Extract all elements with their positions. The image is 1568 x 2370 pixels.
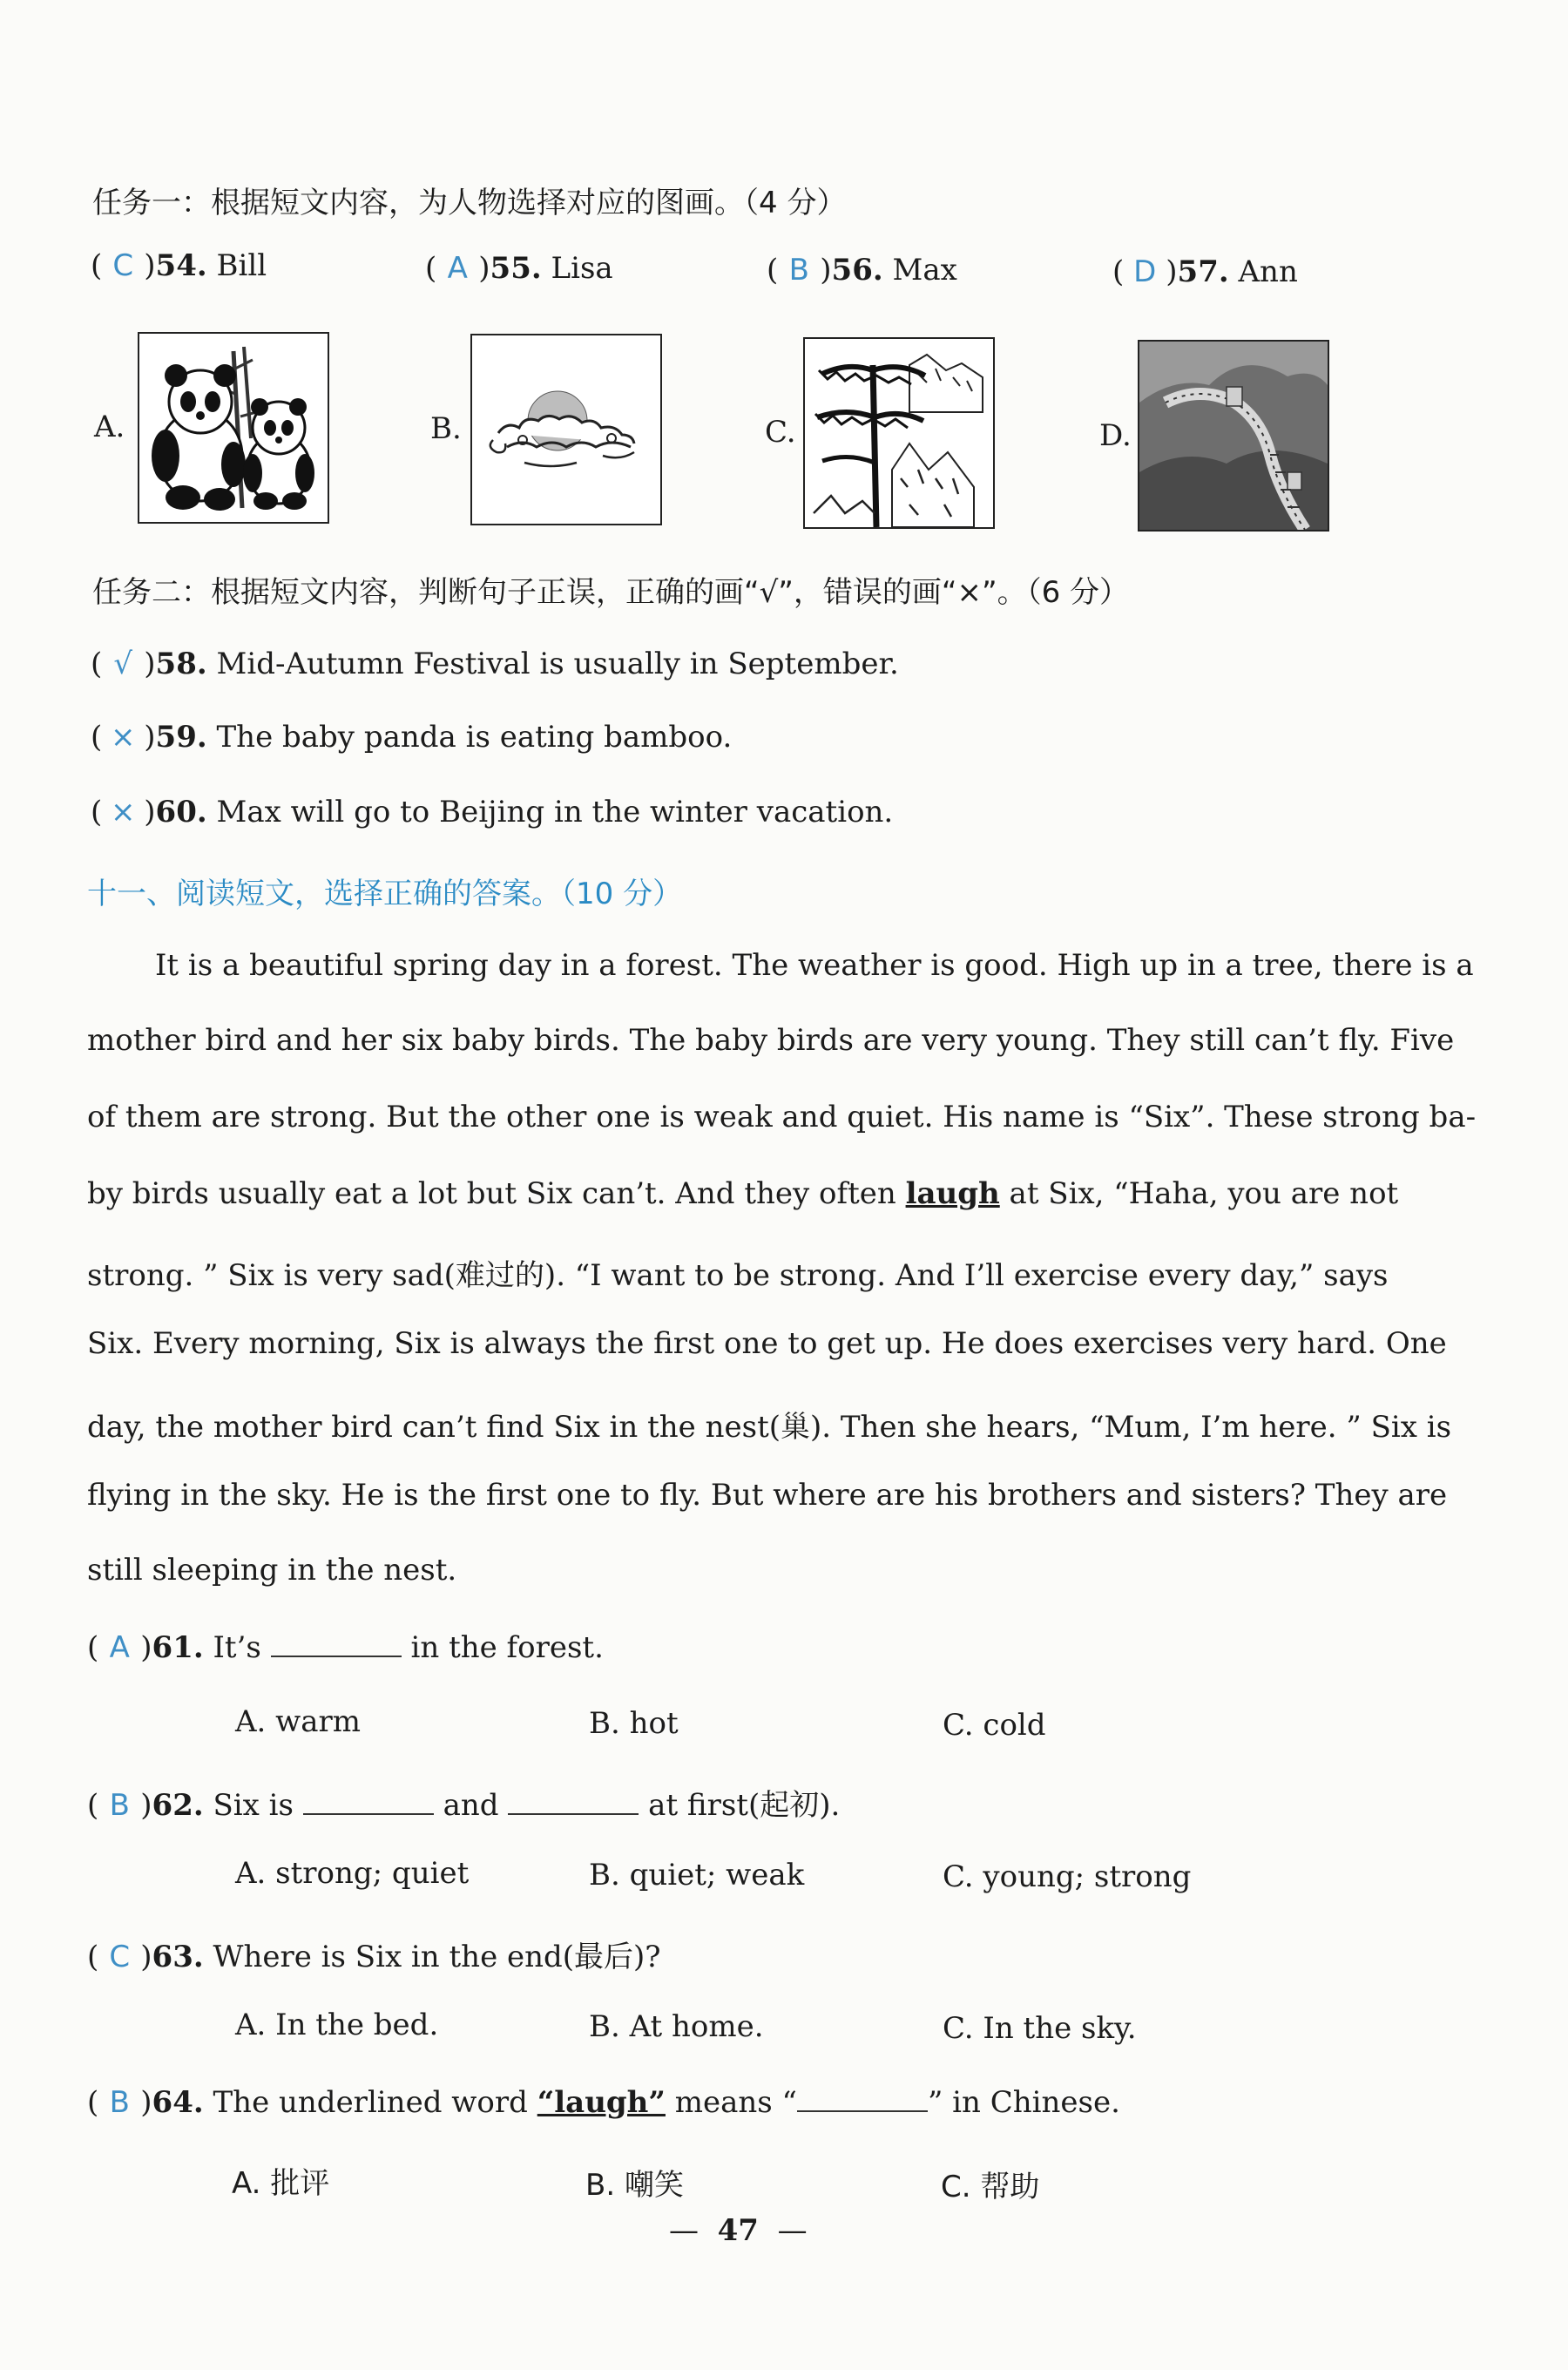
option-64-b: B. 嘲笑	[585, 2168, 684, 2203]
passage-line-6: Six. Every morning, Six is always the first one to get up. He does exercises very hard. One	[87, 1326, 1447, 1361]
question-62: ( B )62. Six is and at first(起初).	[87, 1788, 841, 1823]
picture-label-d: D.	[1099, 418, 1132, 453]
question-63: ( C )63. Where is Six in the end(最后)?	[87, 1940, 661, 1974]
option-63-c: C. In the sky.	[943, 2011, 1137, 2046]
answer-58: √	[113, 647, 133, 681]
task1-title: 任务一：根据短文内容，为人物选择对应的图画。（4 分）	[92, 186, 847, 220]
answer-54: C	[112, 248, 134, 283]
option-64-a: A. 批评	[232, 2166, 330, 2201]
question-54: ( C )54. Bill	[91, 248, 267, 283]
question-58: ( √ )58. Mid-Autumn Festival is usually in September.	[91, 647, 899, 681]
pandas-bamboo-icon	[138, 332, 329, 524]
passage-line-3: of them are strong. But the other one is weak and quiet. His name is “Six”. These strong ba-	[87, 1100, 1477, 1134]
blank-61	[271, 1629, 402, 1657]
page-number: — 47 —	[669, 2213, 808, 2248]
blank-62-b	[508, 1787, 639, 1815]
passage-line-8: flying in the sky. He is the first one to fly. But where are his brothers and sisters? They are	[87, 1478, 1448, 1513]
underlined-laugh-word: “laugh”	[537, 2085, 666, 2120]
option-64-c: C. 帮助	[941, 2170, 1040, 2204]
passage-line-5: strong. ” Six is very sad(难过的). “I want to be strong. And I’ll exercise every day,” says	[87, 1258, 1389, 1293]
question-57: ( D )57. Ann	[1112, 254, 1298, 289]
option-61-a: A. warm	[235, 1704, 362, 1739]
answer-62: B	[109, 1788, 130, 1823]
blank-62-a	[303, 1787, 434, 1815]
answer-55: A	[447, 251, 468, 286]
question-56: ( B )56. Max	[767, 253, 957, 288]
question-64: ( B )64. The underlined word “laugh” means “ ” in Chinese.	[87, 2085, 1120, 2120]
picture-label-c: C.	[765, 415, 796, 450]
option-63-a: A. In the bed.	[235, 2008, 439, 2042]
great-wall-icon	[1138, 340, 1329, 532]
passage-line-9: still sleeping in the nest.	[87, 1553, 457, 1588]
passage-line-2: mother bird and her six baby birds. The baby birds are very young. They still can’t fly. Five	[87, 1023, 1455, 1058]
picture-label-a: A.	[94, 410, 125, 444]
section-11-title: 十一、阅读短文，选择正确的答案。（10 分）	[87, 877, 683, 911]
option-62-a: A. strong; quiet	[235, 1856, 470, 1891]
picture-label-b: B.	[430, 411, 462, 446]
underlined-word-laugh: laugh	[905, 1176, 1000, 1211]
answer-63: C	[109, 1940, 131, 1974]
answer-64: B	[109, 2085, 130, 2120]
option-63-b: B. At home.	[589, 2009, 764, 2044]
option-61-b: B. hot	[589, 1706, 679, 1741]
task2-title: 任务二：根据短文内容，判断句子正误，正确的画“√”，错误的画“×”。（6 分）	[92, 575, 1130, 610]
answer-56: B	[788, 253, 809, 288]
option-62-b: B. quiet; weak	[589, 1858, 805, 1893]
option-61-c: C. cold	[943, 1708, 1046, 1743]
question-60: ( × )60. Max will go to Beijing in the winter vacation.	[91, 795, 894, 830]
blank-64	[797, 2084, 928, 2112]
moon-clouds-icon	[470, 334, 662, 525]
passage-line-4: by birds usually eat a lot but Six can’t. And they often laugh at Six, “Haha, you are not	[87, 1176, 1399, 1211]
answer-61: A	[109, 1630, 130, 1665]
passage-line-7: day, the mother bird can’t find Six in the nest(巢). Then she hears, “Mum, I’m here. ” Six is	[87, 1410, 1452, 1445]
pine-tree-mountain-icon	[803, 337, 995, 529]
answer-57: D	[1133, 254, 1157, 289]
question-61: ( A )61. It’s in the forest.	[87, 1630, 604, 1665]
answer-60: ×	[111, 795, 136, 830]
answer-59: ×	[111, 720, 136, 755]
option-62-c: C. young; strong	[943, 1859, 1192, 1894]
question-59: ( × )59. The baby panda is eating bamboo.	[91, 720, 733, 755]
question-55: ( A )55. Lisa	[425, 251, 613, 286]
passage-line-1: It is a beautiful spring day in a forest. The weather is good. High up in a tree, there is a	[155, 948, 1474, 983]
